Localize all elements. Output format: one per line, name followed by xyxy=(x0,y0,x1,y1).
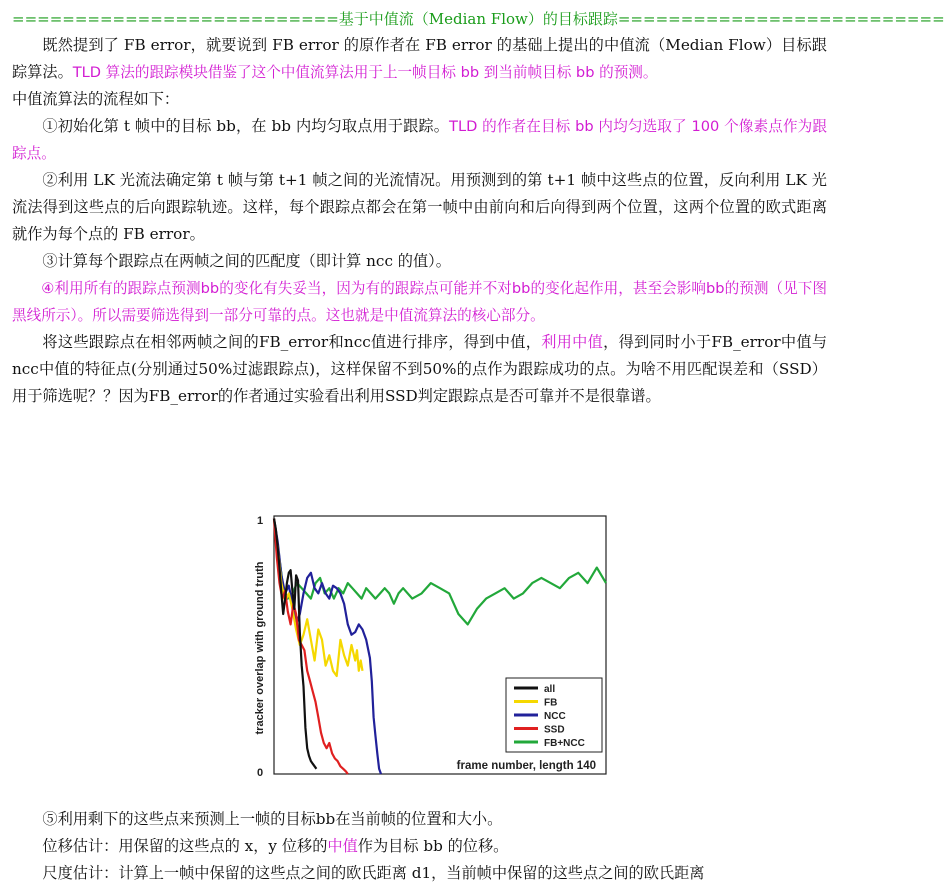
step-1 xyxy=(12,113,827,167)
step-1-highlight: TLD 的作者在目标 bb 内均匀选取了 100 个像素点作为跟踪点。 xyxy=(12,118,827,162)
step-1-text: ①初始化第 t 帧中的目标 bb，在 bb 内均匀取点用于跟踪。 xyxy=(42,117,450,135)
y-axis-label: tracker overlap with ground truth xyxy=(254,561,266,735)
shift-text-after: 作为目标 bb 的位移。 xyxy=(357,837,509,855)
shift-highlight: 中值 xyxy=(327,837,358,855)
chart-svg xyxy=(246,514,608,780)
x-axis-label: frame number, length 140 xyxy=(456,760,596,772)
intro-highlight: TLD 算法的跟踪模块借鉴了这个中值流算法用于上一帧目标 bb 到当前帧目标 bb 的预测。 xyxy=(72,64,658,81)
intro-text: 既然提到了 FB error，就要说到 FB error 的原作者在 FB error 的基础上提出的中值流（Median Flow）目标跟踪算法。 xyxy=(12,36,827,81)
y-tick-1: 1 xyxy=(257,515,264,527)
scale-estimate: 尺度估计：计算上一帧中保留的这些点之间的欧氏距离 d1，当前帧中保留的这些点之间的欧氏距离 xyxy=(42,864,705,882)
legend-label-ssd: SSD xyxy=(544,724,565,736)
tracking-chart xyxy=(246,514,608,780)
step-3: ③计算每个跟踪点在两帧之间的匹配度（即计算 ncc 的值）。 xyxy=(42,252,451,270)
intro-paragraph xyxy=(12,32,827,86)
article-continued xyxy=(12,806,827,887)
section-title: ==========================基于中值流（Median Flow）的目标跟踪========================== xyxy=(12,10,945,28)
chart-legend xyxy=(506,678,602,752)
legend-label-fb-ncc: FB+NCC xyxy=(544,738,585,749)
median-text-after: ，得到同时小于FB_error中值与ncc中值的特征点(分别通过50%过滤跟踪点)，这样保留不到50%的点作为跟踪成功的点。为啥不用匹配误差和（SSD）用于筛选呢？？因为FB_error的作者通过实验看出利用SSD判定跟踪点是否可靠并不是很靠谱。 xyxy=(12,333,828,405)
median-highlight: 利用中值 xyxy=(541,333,604,351)
step-2: ②利用 LK 光流法确定第 t 帧与第 t+1 帧之间的光流情况。用预测到的第 t+1 帧中这些点的位置，反向利用 LK 光流法得到这些点的后向跟踪轨迹。这样，每个跟踪点都会在第一帧中由前向和后向得到两个位置，这两个位置的欧式距离就作为每个点的 FB error。 xyxy=(12,171,827,243)
step-5: ⑤利用剩下的这些点来预测上一帧的目标bb在当前帧的位置和大小。 xyxy=(42,810,503,828)
legend-label-ncc: NCC xyxy=(544,711,566,722)
step-4: ④利用所有的跟踪点预测bb的变化有失妥当，因为有的跟踪点可能并不对bb的变化起作用，甚至会影响bb的预测（见下图黑线所示）。所以需要筛选得到一部分可靠的点。这也就是中值流算法的核心部分。 xyxy=(12,280,827,324)
y-tick-0: 0 xyxy=(257,767,264,779)
median-paragraph xyxy=(12,329,827,410)
legend-label-fb: FB xyxy=(544,697,558,709)
article xyxy=(12,6,945,410)
legend-label-all: all xyxy=(544,684,556,695)
shift-text-before: 位移估计：用保留的这些点的 x，y 位移的 xyxy=(42,837,328,855)
shift-estimate xyxy=(12,833,827,860)
median-text-before: 将这些跟踪点在相邻两帧之间的FB_error和ncc值进行排序，得到中值， xyxy=(42,333,542,351)
flow-heading: 中值流算法的流程如下： xyxy=(12,90,180,108)
